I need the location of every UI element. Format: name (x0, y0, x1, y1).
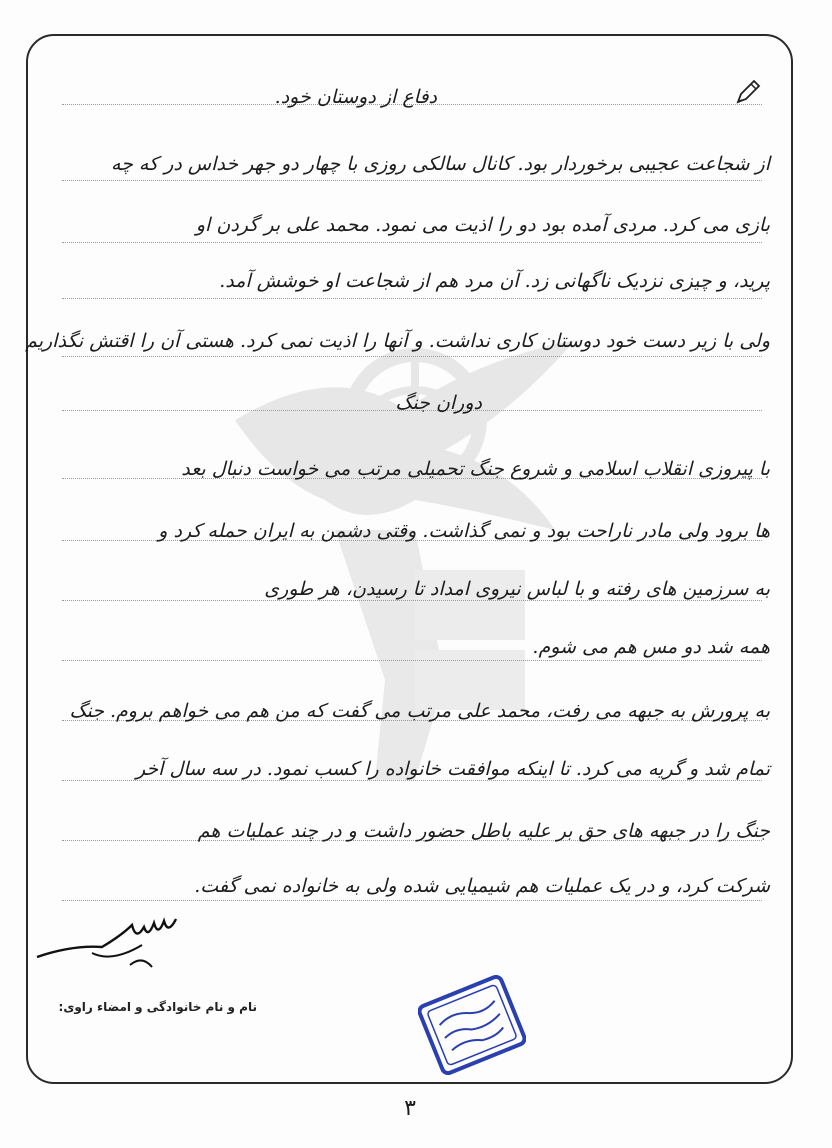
ruled-line (62, 900, 762, 901)
ruled-line (62, 180, 762, 181)
narrator-name-label: نام و نام خانوادگی و امضاء راوی: (58, 1000, 257, 1014)
handwritten-line: تمام شد و گریه می کرد. تا اینکه موافقت خانواده را کسب نمود. در سه سال آخر (135, 758, 770, 780)
handwritten-line: شرکت کرد، و در یک عملیات هم شیمیایی شده ولی به خانواده نمی گفت. (194, 875, 770, 897)
blue-stamp (418, 975, 526, 1075)
handwritten-line: همه شد دو مس هم می شوم. (532, 636, 770, 658)
ruled-line (62, 242, 762, 243)
handwritten-line: ولی با زیر دست خود دوستان کاری نداشت. و آنها را اذیت نمی کرد. هستی آن را اقتش نگذاریم (25, 330, 770, 352)
handwritten-line: با پیروزی انقلاب اسلامی و شروع جنگ تحمیلی مرتب می خواست دنبال بعد (181, 458, 770, 480)
page-number: ۳ (404, 1096, 416, 1121)
handwritten-line: به سرزمین های رفته و با لباس نیروی امداد تا رسیدن، هر طوری (264, 578, 770, 600)
ruled-line (62, 600, 762, 601)
handwritten-line: بازی می کرد. مردی آمده بود دو را اذیت می نمود. محمد علی بر گردن او (195, 214, 770, 236)
handwritten-line: پرید، و چیزی نزدیک ناگهانی زد. آن مرد هم از شجاعت او خوشش آمد. (219, 270, 770, 292)
heading-war-period: دوران جنگ (395, 392, 482, 414)
handwritten-line: ها برود ولی مادر ناراحت بود و نمی گذاشت. وقتی دشمن به ایران حمله کرد و (158, 520, 770, 542)
handwritten-line: به پرورش به جبهه می رفت، محمد علی مرتب می گفت که من هم می خواهم بروم. جنگ (69, 700, 770, 722)
handwritten-line: جنگ را در جبهه های حق بر علیه باطل حضور داشت و در چند عملیات هم (197, 820, 770, 842)
ruled-line (62, 660, 762, 661)
ruled-line (62, 780, 762, 781)
dove-globe-watermark-icon (215, 300, 595, 800)
handwritten-line: از شجاعت عجیبی برخوردار بود. کانال سالکی روزی با چهار دو جهر خداس در که چه (110, 153, 770, 175)
ruled-line (62, 298, 762, 299)
heading-defense-of-friends: دفاع از دوستان خود. (274, 86, 437, 108)
ruled-line (62, 356, 762, 357)
narrator-signature (32, 905, 182, 975)
